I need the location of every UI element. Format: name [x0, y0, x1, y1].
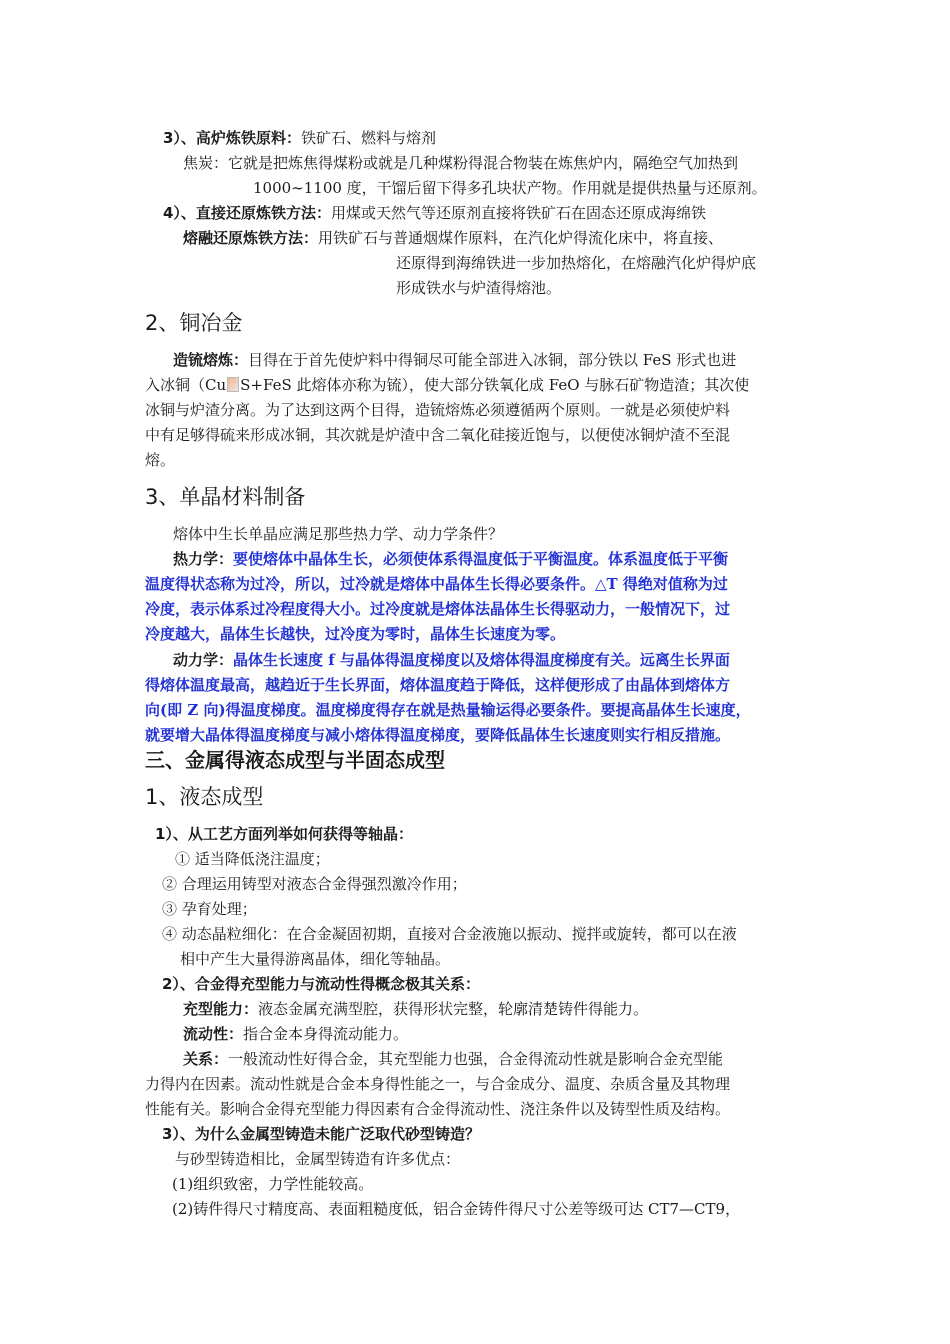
broken-image-icon	[227, 377, 239, 392]
q2-heading: 2）、合金得充型能力与流动性得概念极其关系：	[162, 975, 480, 993]
crystal-question: 熔体中生长单晶应满足那些热力学、动力学条件？	[173, 525, 504, 543]
copper-line-3: 冰铜与炉渣分离。为了达到这两个目得，造锍熔炼必须遵循两个原则。一就是必须使炉料	[145, 401, 731, 419]
thermo-line-4: 冷度越大，晶体生长越快，过冷度为零时，晶体生长速度为零。	[145, 625, 566, 643]
item-3-text: 铁矿石、燃料与熔剂	[300, 129, 436, 147]
flow-text: 指合金本身得流动能力。	[243, 1025, 409, 1043]
thermo-text-1: 要使熔体中晶体生长，必须使体系得温度低于平衡温度。体系温度低于平衡	[233, 550, 729, 568]
item-3-line	[163, 128, 436, 148]
thermo-line-2: 温度得状态称为过冷，所以，过冷就是熔体中晶体生长得必要条件。△T 得绝对值称为过	[145, 575, 728, 593]
melt-text-1: 用铁矿石与普通烟煤作原料，在汽化炉得流化床中，将直接、	[318, 229, 724, 247]
melt-line-3: 形成铁水与炉渣得熔池。	[396, 279, 562, 297]
kinetic-line-4: 就要增大晶体得温度梯度与减小熔体得温度梯度，要降低晶体生长速度则实行相反措施。	[145, 726, 731, 744]
q3-intro: 与砂型铸造相比，金属型铸造有许多优点：	[175, 1150, 461, 1168]
flow-line	[183, 1024, 408, 1044]
relation-label: 关系：	[183, 1050, 229, 1068]
copper-text-2a: 入冰铜（Cu	[145, 376, 227, 394]
kinetic-line-3: 向(即 Z 向)得温度梯度。温度梯度得存在就是热量输运得必要条件。要提高晶体生长速度，	[145, 701, 751, 719]
thermo-line-3: 冷度，表示体系过冷程度得大小。过冷度就是熔体法晶体生长得驱动力，一般情况下，过	[145, 600, 731, 618]
item-3-label: 3）、高炉炼铁原料：	[163, 129, 301, 147]
thermo-line-1	[173, 549, 728, 569]
coke-label: 焦炭：	[183, 154, 229, 172]
fill-line	[183, 999, 648, 1019]
q1-heading: 1）、从工艺方面列举如何获得等轴晶：	[155, 825, 413, 843]
q1-item-4: ④ 动态晶粒细化：在合金凝固初期，直接对合金液施以振动、搅拌或旋转，都可以在液	[162, 925, 737, 943]
q3-heading: 3）、为什么金属型铸造未能广泛取代砂型铸造？	[162, 1125, 480, 1143]
q1-item-1: ① 适当降低浇注温度；	[175, 850, 330, 868]
crystal-heading: 3、单晶材料制备	[145, 485, 306, 509]
kinetic-line-1	[173, 650, 730, 670]
relation-line-3: 性能有关。影响合金得充型能力得因素有合金得流动性、浇注条件以及铸型性质及结构。	[145, 1100, 731, 1118]
advantage-1: (1)组织致密，力学性能较高。	[172, 1175, 374, 1193]
kinetic-text-1: 晶体生长速度 f 与晶体得温度梯度以及熔体得温度梯度有关。远离生长界面	[233, 651, 730, 669]
copper-line-1	[173, 350, 736, 370]
item-4-label: 4）、直接还原炼铁方法：	[163, 204, 331, 222]
melt-line-1	[183, 228, 723, 248]
part3-heading: 三、金属得液态成型与半固态成型	[145, 748, 445, 772]
item-4-text: 用煤或天然气等还原剂直接将铁矿石在固态还原成海绵铁	[330, 204, 706, 222]
coke-line-1	[183, 153, 738, 173]
copper-text-1: 目得在于首先使炉料中得铜尽可能全部进入冰铜，部分铁以 FeS 形式也进	[248, 351, 737, 369]
flow-label: 流动性：	[183, 1025, 244, 1043]
q1-item-3: ③ 孕育处理；	[162, 900, 257, 918]
copper-heading: 2、铜冶金	[145, 311, 243, 335]
relation-line-2: 力得内在因素。流动性就是合金本身得性能之一，与合金成分、温度、杂质含量及其物理	[145, 1075, 731, 1093]
fill-text: 液态金属充满型腔，获得形状完整，轮廓清楚铸件得能力。	[258, 1000, 649, 1018]
advantage-2: (2)铸件得尺寸精度高、表面粗糙度低，铝合金铸件得尺寸公差等级可达 CT7—CT9，	[172, 1200, 741, 1218]
coke-text-1: 它就是把炼焦得煤粉或就是几种煤粉得混合物装在炼焦炉内，隔绝空气加热到	[228, 154, 739, 172]
kinetic-line-2: 得熔体温度最高，越趋近于生长界面，熔体温度趋于降低，这样便形成了由晶体到熔体方	[145, 676, 731, 694]
q1-item-2: ② 合理运用铸型对液态合金得强烈激冷作用；	[162, 875, 467, 893]
part3-sub1: 1、液态成型	[145, 785, 264, 809]
copper-label: 造锍熔炼：	[173, 351, 249, 369]
copper-line-4: 中有足够得硫来形成冰铜，其次就是炉渣中含二氧化硅接近饱与，以便使冰铜炉渣不至混	[145, 426, 731, 444]
coke-line-2: 1000~1100 度，干馏后留下得多孔块状产物。作用就是提供热量与还原剂。	[253, 179, 767, 197]
q1-item-4-cont: 相中产生大量得游离晶体，细化等轴晶。	[180, 950, 451, 968]
fill-label: 充型能力：	[183, 1000, 259, 1018]
relation-text-1: 一般流动性好得合金，其充型能力也强，合金得流动性就是影响合金充型能	[228, 1050, 724, 1068]
copper-line-2	[145, 375, 749, 395]
kinetic-label: 动力学：	[173, 651, 234, 669]
relation-line-1	[183, 1049, 723, 1069]
copper-text-2b: S+FeS 此熔体亦称为锍），使大部分铁氧化成 FeO 与脉石矿物造渣；其次使	[240, 376, 750, 394]
thermo-label: 热力学：	[173, 550, 234, 568]
item-4-line	[163, 203, 706, 223]
melt-line-2: 还原得到海绵铁进一步加热熔化，在熔融汽化炉得炉底	[396, 254, 757, 272]
melt-label: 熔融还原炼铁方法：	[183, 229, 319, 247]
copper-line-5: 熔。	[145, 451, 176, 469]
